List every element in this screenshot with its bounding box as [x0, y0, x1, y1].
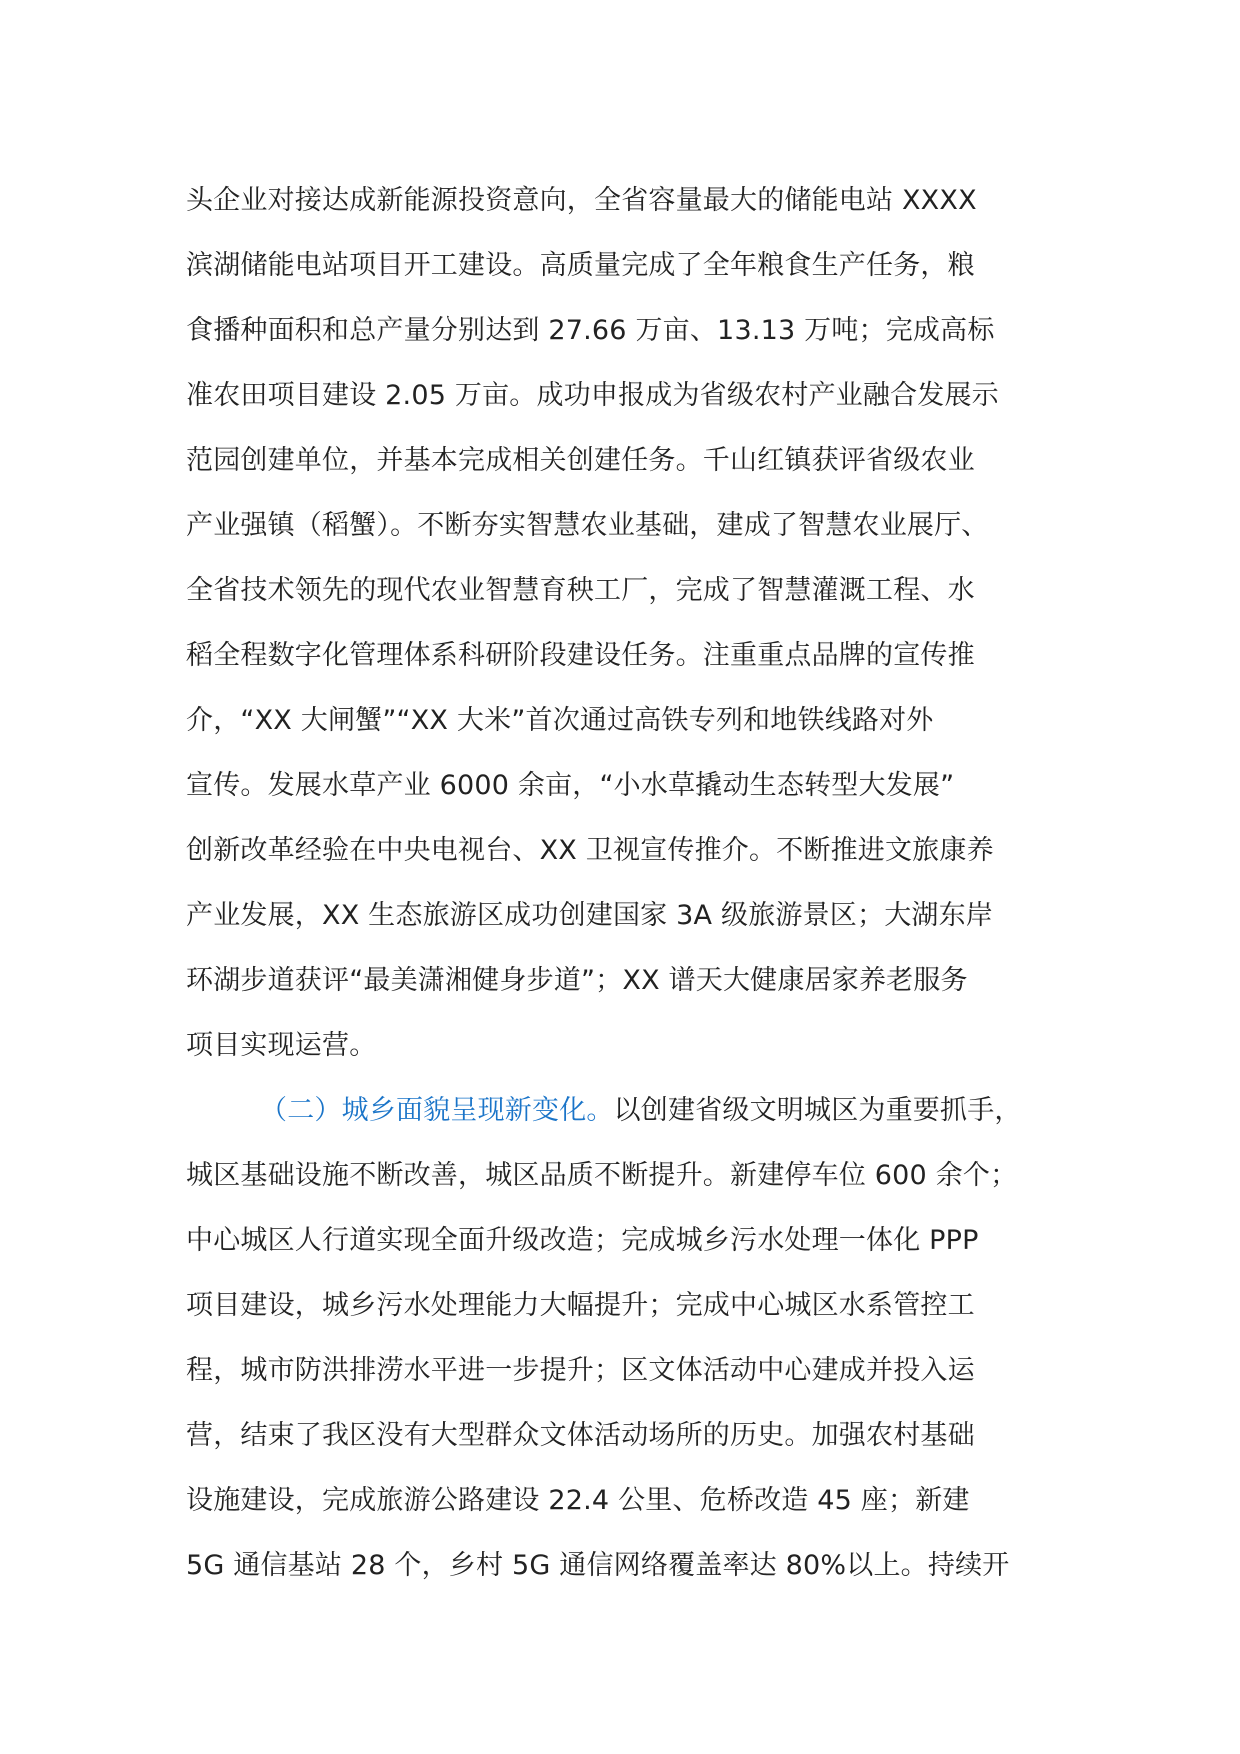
text-line: 食播种面积和总产量分别达到 27.66 万亩、13.13 万吨；完成高标 [186, 315, 995, 346]
text-line: 设施建设，完成旅游公路建设 22.4 公里、危桥改造 45 座；新建 [186, 1485, 970, 1516]
text-line: 全省技术领先的现代农业智慧育秧工厂，完成了智慧灌溉工程、水 [186, 575, 975, 606]
section-paragraph-start [186, 1078, 1066, 1143]
text-line: 准农田项目建设 2.05 万亩。成功申报成为省级农村产业融合发展示 [186, 380, 999, 411]
text-line: 头企业对接达成新能源投资意向，全省容量最大的储能电站 XXXX [186, 185, 977, 216]
text-line: 创新改革经验在中央电视台、XX 卫视宣传推介。不断推进文旅康养 [186, 835, 994, 866]
text-line: 营，结束了我区没有大型群众文体活动场所的历史。加强农村基础 [186, 1420, 975, 1451]
text-line: 宣传。发展水草产业 6000 余亩，“小水草撬动生态转型大发展” [186, 770, 955, 801]
body-text [186, 168, 1066, 1598]
text-line: 以创建省级文明城区为重要抓手， [613, 1095, 1022, 1126]
text-line: 项目实现运营。 [186, 1030, 377, 1061]
text-line: 中心城区人行道实现全面升级改造；完成城乡污水处理一体化 PPP [186, 1225, 979, 1256]
section-heading: （二）城乡面貌呈现新变化。 [260, 1095, 614, 1126]
text-line: 城区基础设施不断改善，城区品质不断提升。新建停车位 600 余个； [186, 1160, 1018, 1191]
text-line: 范园创建单位，并基本完成相关创建任务。千山红镇获评省级农业 [186, 445, 975, 476]
text-line: 5G 通信基站 28 个，乡村 5G 通信网络覆盖率达 80%以上。持续开 [186, 1550, 1010, 1581]
text-line: 产业强镇（稻蟹）。不断夯实智慧农业基础，建成了智慧农业展厅、 [186, 510, 989, 541]
text-line: 环湖步道获评“最美潇湘健身步道”；XX 谱天大健康居家养老服务 [186, 965, 968, 996]
text-line: 产业发展，XX 生态旅游区成功创建国家 3A 级旅游景区；大湖东岸 [186, 900, 993, 931]
text-line: 项目建设，城乡污水处理能力大幅提升；完成中心城区水系管控工 [186, 1290, 975, 1321]
text-line: 介，“XX 大闸蟹”“XX 大米”首次通过高铁专列和地铁线路对外 [186, 705, 934, 736]
text-line: 滨湖储能电站项目开工建设。高质量完成了全年粮食生产任务，粮 [186, 250, 975, 281]
text-line: 稻全程数字化管理体系科研阶段建设任务。注重重点品牌的宣传推 [186, 640, 975, 671]
text-line: 程，城市防洪排涝水平进一步提升；区文体活动中心建成并投入运 [186, 1355, 975, 1386]
